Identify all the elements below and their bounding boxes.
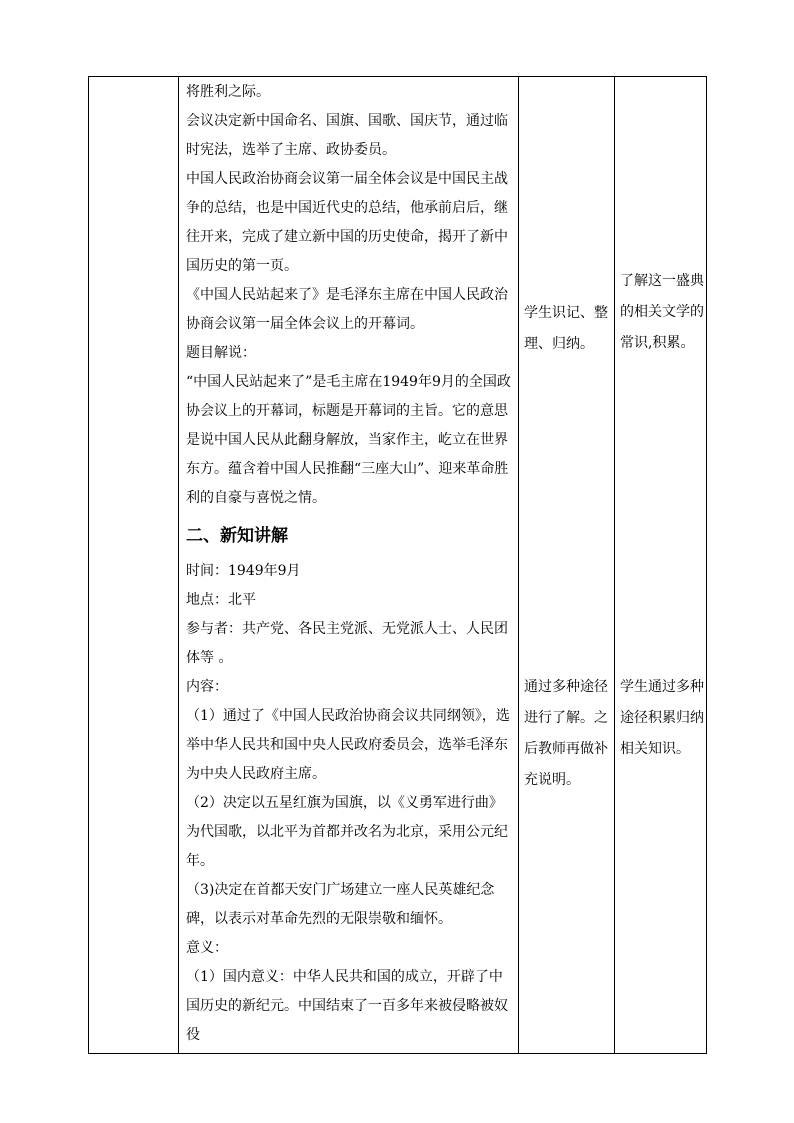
paragraph-content-1: （1）通过了《中国人民政治协商会议共同纲领》，选举中华人民共和国中央人民政府委员会，选举毛泽东为中央人民政府主席。 xyxy=(186,708,510,782)
paragraph-opening-speech: 《中国人民站起来了》是毛泽东主席在中国人民政治协商会议第一届全体会议上的开幕词。 xyxy=(186,287,508,332)
paragraph-content-2: （2）决定以五星红旗为国旗，以《义勇军进行曲》为代国歌，以北平为首都并改名为北京，采用公元纪年。 xyxy=(186,795,508,869)
activity-cell-new xyxy=(524,672,612,796)
section-heading-new-knowledge: 二、新知讲解 xyxy=(186,526,288,546)
paragraph-significance-summary: 中国人民政治协商会议第一届全体会议是中国民主战争的总结，也是中国近代史的总结，他承前启后，继往开来，完成了建立新中国的历史使命，揭开了新中国历史的第一页。 xyxy=(186,171,508,274)
paragraph-place: 地点：北平 xyxy=(186,592,256,608)
table-col-line-1 xyxy=(178,76,179,1054)
paragraph-victory: 将胜利之际。 xyxy=(186,84,270,100)
activity-text-top: 学生识记、整理、归纳。 xyxy=(524,305,608,352)
activity-text-new: 通过多种途径进行了解。之后教师再做补充说明。 xyxy=(524,679,608,788)
paragraph-content-3: （3)决定在首都天安门广场建立一座人民英雄纪念碑，以表示对革命先烈的无限崇敬和缅怀。 xyxy=(186,882,495,927)
purpose-cell-new xyxy=(620,672,704,765)
paragraph-decisions: 会议决定新中国命名、国旗、国歌、国庆节，通过临时宪法，选举了主席、政协委员。 xyxy=(186,113,508,158)
paragraph-meaning-1: （1）国内意义：中华人民共和国的成立，开辟了中国历史的新纪元。中国结束了一百多年来被侵略被奴役 xyxy=(186,969,508,1043)
activity-cell-top xyxy=(524,298,612,360)
table-col-line-0 xyxy=(88,76,89,1054)
purpose-cell-top xyxy=(620,266,704,359)
paragraph-title-explanation-label: 题目解说： xyxy=(186,345,256,361)
paragraph-meaning-label: 意义： xyxy=(186,940,228,956)
paragraph-content-label: 内容： xyxy=(186,679,228,695)
purpose-text-new: 学生通过多种途径积累归纳相关知识。 xyxy=(620,679,704,757)
table-col-line-4 xyxy=(706,76,707,1054)
table-col-line-3 xyxy=(614,76,615,1054)
purpose-text-top: 了解这一盛典的相关文学的常识,积累。 xyxy=(620,273,704,351)
paragraph-title-explanation: “中国人民站起来了”是毛主席在1949年9月的全国政协会议上的开幕词，标题是开幕词的主旨。它的意思是说中国人民从此翻身解放，当家作主，屹立在世界东方。蕴含着中国人民推翻“三座大山”、迎来革命胜利的自豪与喜悦之情。 xyxy=(186,374,511,506)
paragraph-participants: 参与者：共产党、各民主党派、无党派人士、人民团体等 。 xyxy=(186,621,508,666)
content-column xyxy=(186,78,512,1050)
table-col-line-2 xyxy=(518,76,519,1054)
paragraph-time: 时间：1949年9月 xyxy=(186,563,301,579)
